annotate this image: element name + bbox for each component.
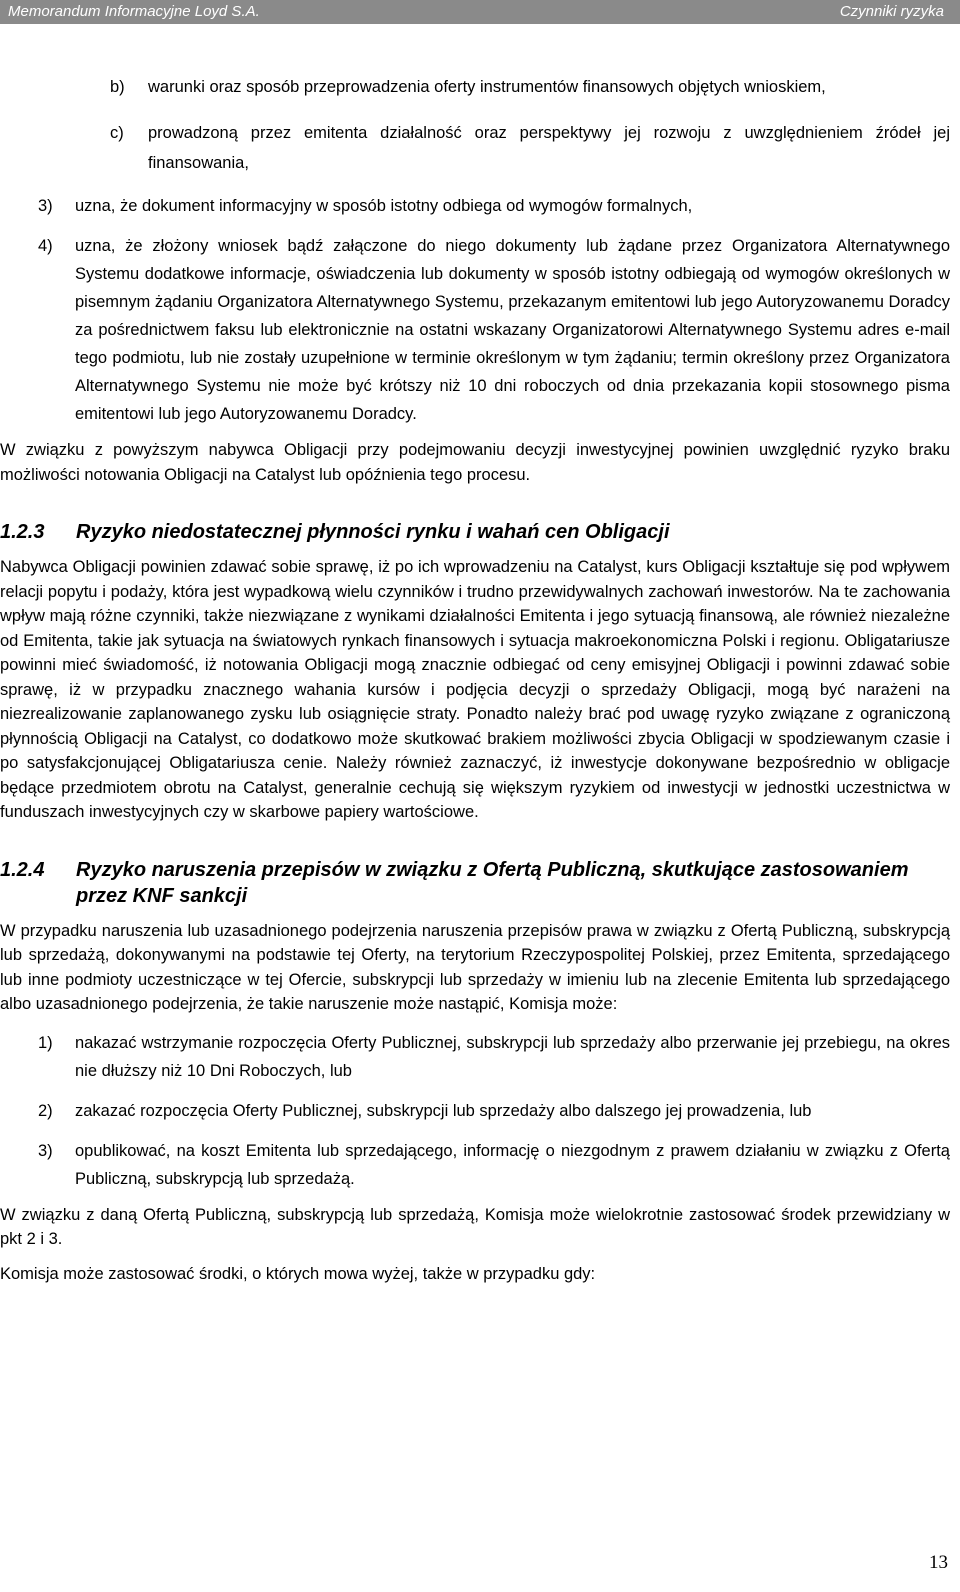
paragraph-decision-risk: W związku z powyższym nabywca Obligacji przy podejmowaniu decyzji inwestycyjnej powinien uwzględnić ryzyko braku możliwości notowania Obligacji na Catalyst lub opóźnienia tego procesu. (0, 441, 950, 484)
page-content (0, 60, 960, 1286)
section-heading-1-2-3 (0, 519, 960, 545)
list-item-text: uzna, że dokument informacyjny w sposób istotny odbiega od wymogów formalnych, (75, 197, 693, 215)
page-number: 13 (929, 1552, 948, 1573)
list-item-label: 3) (38, 197, 53, 215)
section-title: Ryzyko niedostatecznej płynności rynku i wahań cen Obligacji (76, 521, 670, 543)
list-item-text: opublikować, na koszt Emitenta lub sprzedającego, informację o niezgodnym z prawem działaniu w związku z Ofertą Publiczną, subskrypcją lub sprzedażą. (75, 1141, 950, 1188)
sub-item-label: b) (110, 78, 125, 96)
sub-item-text: warunki oraz sposób przeprowadzenia oferty instrumentów finansowych objętych wnioskiem, (148, 78, 826, 96)
page-header (0, 0, 960, 24)
list-item-text: nakazać wstrzymanie rozpoczęcia Oferty Publicznej, subskrypcji lub sprzedaży albo przerwanie jej przebiegu, na okres nie dłuższy niż 10 Dni Roboczych, lub (75, 1033, 950, 1080)
section-1-2-4-body: W przypadku naruszenia lub uzasadnionego podejrzenia naruszenia przepisów prawa w związku z Ofertą Publiczną, subskrypcją lub sprzedażą, dokonywanymi na podstawie tej Oferty, na terytorium Rzeczypospolitej Polskiej, przez Emitenta, sprzedającego lub inne podmioty uczestniczące w tej Ofercie, subskrypcji lub sprzedaży w imieniu lub na zlecenie Emitenta lub sprzedającego albo uzasadnionego podejrzenia, że takie naruszenie może nastąpić, Komisja może: (0, 921, 950, 1013)
list-item-text: uzna, że złożony wniosek bądź załączone do niego dokumenty lub żądane przez Organizatora Alternatywnego Systemu dodatkowe informacje, oświadczenia lub dokumenty w sposób istotny odbiegają od wymogów określonych w pisemnym żądaniu Organizatora Alternatywnego Systemu, przekazanym emitentowi lub jego Autoryzowanemu Doradcy za pośrednictwem faksu lub elektronicznie na ostatni wskazany Organizatorowi Alternatywnego Systemu adres e-mail tego podmiotu, lub nie zostały uzupełnione w terminie określonym w tym żądaniu; termin określony przez Organizatora Alternatywnego Systemu nie może być krótszy niż 10 dni roboczych od dnia przekazania kopii stosownego pisma emitentowi lub jego Autoryzowanemu Doradcy. (75, 237, 950, 423)
header-section-title: Czynniki ryzyka (839, 3, 944, 20)
list-item-1 (0, 1029, 960, 1085)
sub-item-b (0, 72, 960, 102)
sub-item-label: c) (110, 124, 124, 142)
list-item-3 (0, 192, 960, 220)
section-title: Ryzyko naruszenia przepisów w związku z Ofertą Publiczną, skutkujące zastosowaniem przez KNF sankcji (76, 858, 909, 907)
list-item-3b (0, 1137, 960, 1193)
paragraph-repeated-measures: W związku z daną Ofertą Publiczną, subskrypcją lub sprzedażą, Komisja może wielokrotnie zastosować środek przewidziany w pkt 2 i 3. (0, 1205, 950, 1248)
list-item-label: 2) (38, 1101, 53, 1120)
header-document-title: Memorandum Informacyjne Loyd S.A. (8, 3, 260, 20)
section-number: 1.2.4 (0, 858, 45, 881)
list-item-label: 1) (38, 1033, 53, 1052)
list-item-label: 3) (38, 1141, 53, 1160)
section-heading-1-2-4 (0, 857, 960, 909)
paragraph-conditions-intro: Komisja może zastosować środki, o których mowa wyżej, także w przypadku gdy: (0, 1264, 596, 1283)
list-item-2 (0, 1097, 960, 1125)
section-1-2-3-body: Nabywca Obligacji powinien zdawać sobie sprawę, iż po ich wprowadzeniu na Catalyst, kurs Obligacji kształtuje się pod wpływem relacji popytu i podaży, która jest wypadkową wielu czynników i trudno przewidywalnych zachowań inwestorów. Na te zachowania wpływ mają różne czynniki, także niezwiązane z wynikami działalności Emitenta i jego sytuacją finansową, ale również niezależne od Emitenta, takie jak sytuacja na światowych rynkach finansowych i sytuacja makroekonomiczna Polski i regionu. Obligatariusze powinni mieć świadomość, iż notowania Obligacji mogą znacznie odbiegać od ceny emisyjnej Obligacji i powinni zdawać sobie sprawę, iż w przypadku znacznego wahania kursów i podjęcia decyzji o sprzedaży Obligacji, mogą być narażeni na niezrealizowanie zaplanowanego zysku lub osiągnięcie straty. Ponadto należy brać pod uwagę ryzyko związane z ograniczoną płynnością Obligacji na Catalyst, co dodatkowo może skutkować brakiem możliwości zbycia Obligacji w spodziewanym czasie i po satysfakcjonującej Obligatariusza cenie. Należy również zaznaczyć, iż inwestycje dokonywane bezpośrednio w obligacje będące przedmiotem obrotu na Catalyst, generalnie cechują się większym ryzykiem od inwestycji w jednostki uczestnictwa w funduszach inwestycyjnych czy w skarbowe papiery wartościowe. (0, 558, 950, 821)
sub-item-c (0, 118, 960, 178)
list-item-text: zakazać rozpoczęcia Oferty Publicznej, subskrypcji lub sprzedaży albo dalszego jej prowadzenia, lub (75, 1101, 812, 1120)
sub-item-text: prowadzoną przez emitenta działalność oraz perspektywy jej rozwoju z uwzględnieniem źródeł jej finansowania, (148, 124, 950, 172)
section-number: 1.2.3 (0, 521, 45, 543)
list-item-4 (0, 232, 960, 428)
list-item-label: 4) (38, 237, 53, 255)
